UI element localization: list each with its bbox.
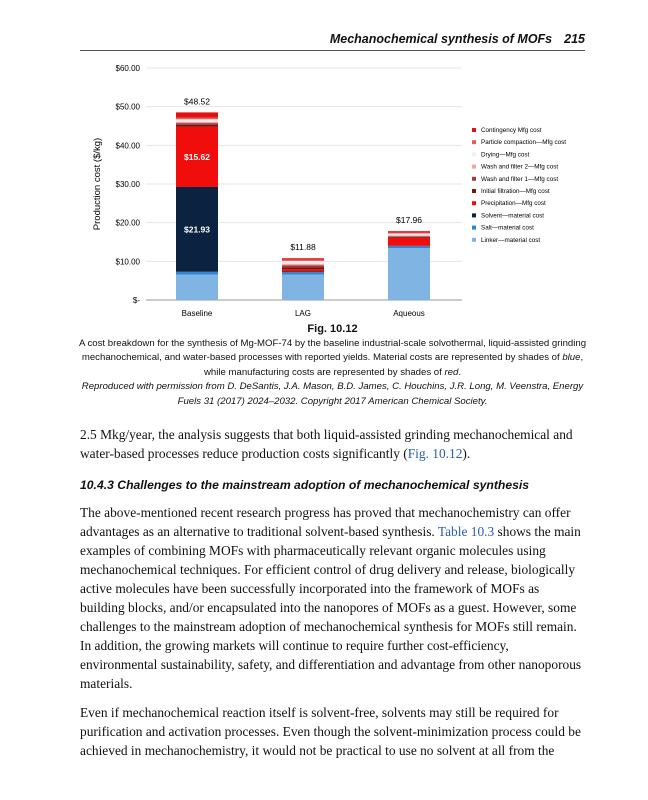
caption-credit: Reproduced with permission from D. DeSantis, J.A. Mason, B.D. James, C. Houchins, J.R. Long, M. Veenstra, Energy Fuels 31 (2017) 2024–2032. Copyright 2017 American Chemical Society. (81, 381, 584, 407)
legend-label: Particle compaction—Mfg cost (481, 139, 567, 147)
bar-segment (388, 238, 430, 246)
bar-segment (282, 265, 324, 267)
bar-segment (176, 125, 218, 127)
y-tick-label: $60.00 (115, 64, 140, 73)
paragraph-1 (80, 425, 585, 463)
segment-value-label: $21.93 (184, 224, 210, 235)
legend-swatch (472, 140, 476, 144)
legend-swatch (472, 201, 476, 205)
legend-label: Linker—material cost (481, 236, 541, 244)
caption-red: red (444, 366, 459, 378)
legend-label: Contingency Mfg cost (481, 127, 542, 134)
y-tick-label: $50.00 (115, 102, 140, 112)
bar-segment (282, 267, 324, 269)
legend-swatch (472, 128, 476, 132)
caption-blue: blue (562, 352, 581, 363)
bar-segment (282, 274, 324, 300)
bar-segment (282, 260, 324, 261)
paragraph-3: Even if mechanochemical reaction itself is solvent-free, solvents may still be required for purification and activation processes. Even though the solvent-minimization process could be achieved in mechanochemistry, it would not be practical to use no solvent at all from the (80, 705, 581, 758)
x-tick-label: Baseline (181, 309, 213, 318)
caption-text (70, 337, 595, 381)
figure-link[interactable]: Fig. 10.12 (407, 446, 463, 461)
p1-text-b: ). (462, 446, 471, 461)
legend-swatch (472, 189, 476, 193)
paragraph-2 (80, 503, 585, 693)
legend-swatch (472, 238, 476, 242)
legend-label: Salt—material cost (481, 224, 534, 232)
x-tick-label: Aqueous (393, 309, 425, 318)
y-tick-label: $30.00 (115, 180, 140, 189)
section-heading: 10.4.3 Challenges to the mainstream adoption of mechanochemical synthesis (80, 478, 530, 492)
figure-label: Fig. 10.12 (307, 323, 358, 335)
bar-segment (388, 233, 430, 235)
header-title: Mechanochemical synthesis of MOFs (329, 32, 553, 46)
segment-value-label: $15.62 (184, 151, 210, 162)
bar-segment (388, 237, 430, 238)
bar-segment (388, 246, 430, 248)
bar-segment (176, 118, 218, 120)
x-tick-label: LAG (294, 309, 312, 318)
stacked-bar-chart (80, 58, 585, 320)
caption-text-3: . (458, 366, 462, 378)
legend-swatch (472, 213, 476, 217)
y-tick-label: $- (132, 296, 140, 305)
legend-swatch (472, 177, 476, 181)
bar-segment (388, 248, 430, 300)
bar-segment (282, 271, 324, 272)
legend-label: Drying—Mfg cost (481, 151, 530, 159)
y-tick-label: $40.00 (115, 141, 140, 151)
legend-swatch (472, 152, 476, 156)
legend-label: Wash and filter 2—Mfg cost (481, 163, 559, 171)
p2-text-b: shows the main examples of combining MOFs with pharmaceutically relevant organic molecules using mechanochemical techniques. For efficient control of drug delivery and release, biologically active molecules have been successfully incorporated into the framework of MOFs as building blocks, and/or encapsulated into the nanopores of MOFs as a guest. However, some challenges to the mainstream adoption of mechanochemical synthesis for MOFs still remain. In addition, the growing markets will continue to require further cost-efficiency, environmental sustainability, safety, and differentiation and advantage from other nanoporous materials. (80, 524, 582, 691)
bar-segment (176, 274, 218, 300)
caption-text-2: , while manufacturing costs are represented by shades of (203, 352, 584, 378)
bar-segment (388, 236, 430, 237)
bar-segment (176, 123, 218, 125)
bar-segment (282, 272, 324, 274)
bar-segment (176, 119, 218, 122)
caption-text-1: A cost breakdown for the synthesis of Mg-MOF-74 by the baseline industrial-scale solvothermal, liquid-assisted grinding mechanochemical, and water-based processes with reported yields. Material costs are represented by shades of (78, 337, 587, 363)
p2-text-a: The above-mentioned recent research progress has proved that mechanochemistry can offer advantages as an alternative to traditional solvent-based synthesis. (80, 505, 571, 539)
y-tick-label: $10.00 (115, 257, 140, 267)
bar-segment (176, 112, 218, 117)
running-header (80, 30, 585, 51)
legend-swatch (472, 165, 476, 169)
legend-swatch (472, 226, 476, 230)
page-number: 215 (564, 32, 585, 46)
bar-total-label: $11.88 (290, 242, 316, 253)
bar-segment (176, 122, 218, 123)
bar-segment (282, 261, 324, 264)
bar-segment (282, 269, 324, 271)
bar-total-label: $17.96 (396, 215, 422, 226)
bar-segment (176, 272, 218, 275)
bar-segment (282, 258, 324, 260)
p1-text-a: 2.5 Mkg/year, the analysis suggests that both liquid-assisted grinding mechanochemical and water-based processes reduce production costs significantly ( (80, 427, 573, 461)
bar-total-label: $48.52 (184, 96, 210, 107)
legend-label: Initial filtration—Mfg cost (481, 188, 550, 195)
y-axis-label: Production cost ($/kg) (92, 137, 103, 231)
bar-segment (388, 231, 430, 233)
figure-caption (70, 322, 595, 409)
legend-label: Solvent—material cost (481, 212, 544, 220)
y-tick-label: $20.00 (115, 218, 140, 228)
legend-label: Wash and filter 1—Mfg cost (481, 175, 559, 183)
bar-segment (282, 264, 324, 265)
table-link[interactable]: Table 10.3 (437, 524, 495, 539)
bar-segment (388, 235, 430, 236)
bar-segment (388, 233, 430, 234)
legend-label: Precipitation—Mfg cost (481, 200, 546, 208)
